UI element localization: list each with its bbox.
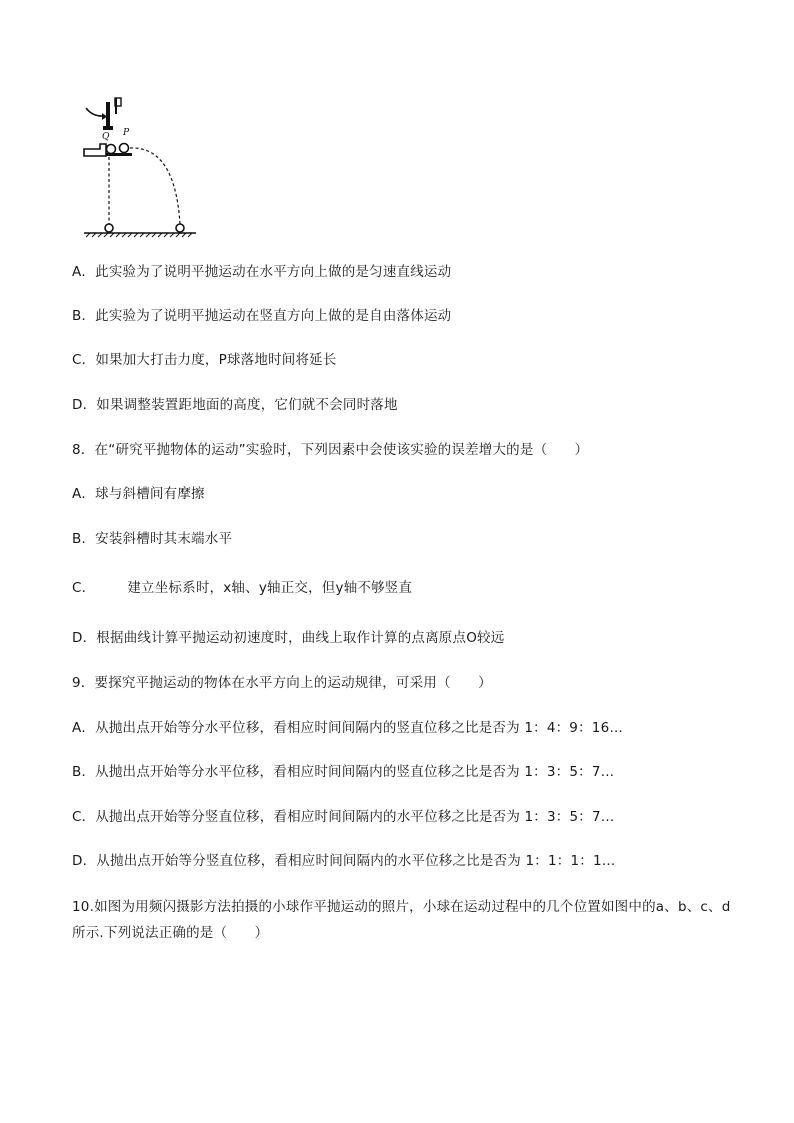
ball-q-start bbox=[107, 145, 116, 154]
q8-option-a: A．球与斜槽间有摩擦 bbox=[72, 486, 205, 502]
launch-platform bbox=[84, 144, 106, 156]
q8-option-d: D．根据曲线计算平抛运动初速度时，曲线上取作计算的点离原点O较远 bbox=[72, 630, 505, 646]
q9-option-d: D．从抛出点开始等分竖直位移，看相应时间间隔内的水平位移之比是否为 1：1：1：1… bbox=[72, 853, 616, 869]
q9-option-a: A．从抛出点开始等分水平位移，看相应时间间隔内的竖直位移之比是否为 1：4：9：16… bbox=[72, 720, 624, 736]
q8-option-c bbox=[72, 578, 412, 598]
q8-stem: 8．在“研究平抛物体的运动”实验时，下列因素中会使该实验的误差增大的是（ ） bbox=[72, 442, 589, 458]
ball-q-ground bbox=[105, 224, 113, 232]
label-q: Q bbox=[102, 132, 110, 142]
q7-option-c: C．如果加大打击力度，P球落地时间将延长 bbox=[72, 352, 337, 368]
strike-arrow-icon bbox=[86, 108, 102, 116]
hammer bbox=[106, 102, 110, 130]
q9-option-c: C．从抛出点开始等分竖直位移，看相应时间间隔内的水平位移之比是否为 1：3：5：7… bbox=[72, 809, 615, 825]
label-p: P bbox=[123, 128, 130, 138]
parabolic-path bbox=[130, 148, 180, 224]
q8-option-c-letter: C． bbox=[72, 580, 96, 596]
q9-option-b: B．从抛出点开始等分水平位移，看相应时间间隔内的竖直位移之比是否为 1：3：5：7… bbox=[72, 764, 615, 780]
q7-option-b: B．此实验为了说明平抛运动在竖直方向上做的是自由落体运动 bbox=[72, 308, 452, 324]
ball-p-start bbox=[120, 144, 129, 153]
q8-option-b: B．安装斜槽时其末端水平 bbox=[72, 531, 233, 547]
experiment-figure bbox=[80, 94, 200, 244]
q10-stem: 10.如图为用频闪摄影方法拍摄的小球作平抛运动的照片，小球在运动过程中的几个位置如图中的a、b、c、d所示.下列说法正确的是（ ） bbox=[72, 899, 731, 941]
q9-stem: 9．要探究平抛运动的物体在水平方向上的运动规律，可采用（ ） bbox=[72, 675, 492, 691]
q8-option-c-text: 建立坐标系时，x轴、y轴正交，但y轴不够竖直 bbox=[127, 580, 413, 596]
ball-p-ground bbox=[176, 224, 184, 232]
q7-option-d: D．如果调整装置距地面的高度，它们就不会同时落地 bbox=[72, 397, 398, 413]
q7-option-a: A．此实验为了说明平抛运动在水平方向上做的是匀速直线运动 bbox=[72, 264, 452, 280]
